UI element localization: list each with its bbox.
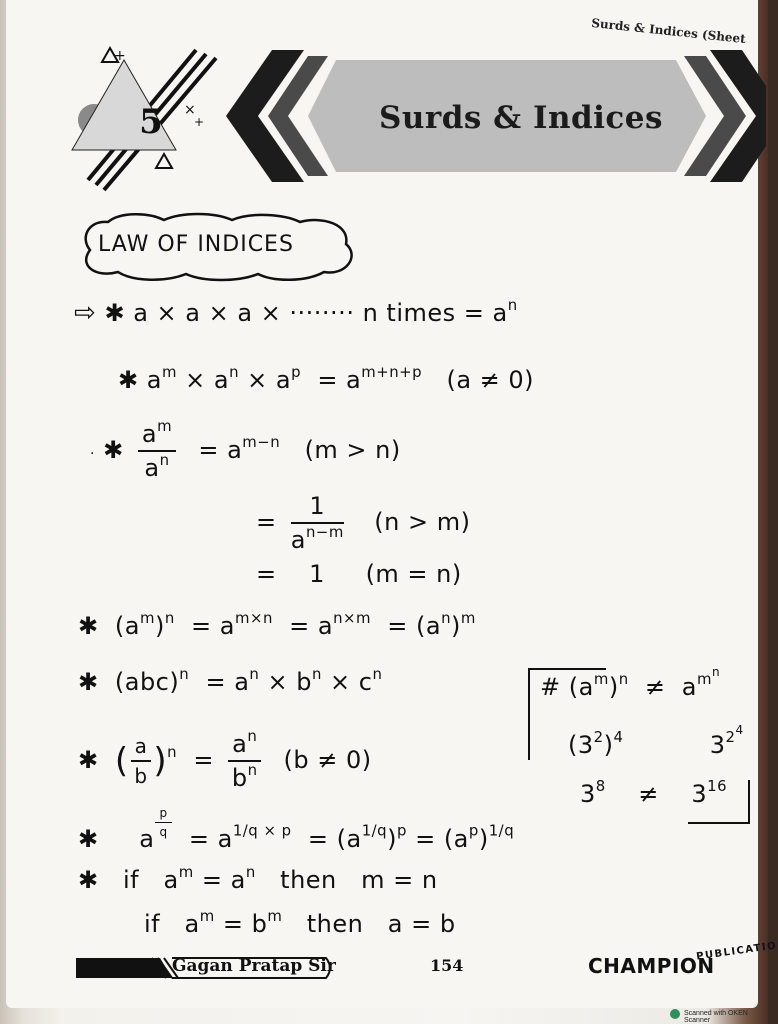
note-2-lhs: (3 xyxy=(568,731,594,760)
law-line-11 xyxy=(144,906,456,938)
law-2-term-2: × a xyxy=(185,366,230,394)
law-1-sup: n xyxy=(507,295,518,314)
law-2-exp-n: n xyxy=(229,362,239,381)
law-7-rhs-a: = a xyxy=(205,668,250,696)
law-8-exp: n xyxy=(167,742,178,761)
law-6-exp-n: n xyxy=(164,608,175,627)
note-2-exp-4: 4 xyxy=(613,728,624,747)
law-11-rhs-exp: m xyxy=(267,906,283,925)
note-3-lhs: 3 xyxy=(580,780,596,808)
note-1-rhs-exp: m xyxy=(697,670,712,689)
law-3-num: a xyxy=(141,420,158,448)
side-note-row-2 xyxy=(568,723,744,760)
plus-icon: + xyxy=(114,48,126,64)
small-triangle-icon xyxy=(156,154,172,168)
law-10-lhs: a xyxy=(163,866,179,894)
chapter-banner xyxy=(66,40,766,200)
law-7-exp-a: n xyxy=(249,664,260,683)
law-7-exp-c: n xyxy=(372,664,383,683)
law-4-den: a xyxy=(290,526,306,554)
note-3-rhs-exp: 16 xyxy=(707,776,728,795)
side-note-right-rule xyxy=(748,780,750,824)
scanner-logo-icon xyxy=(670,1009,680,1019)
law-8-rhs-den: b xyxy=(231,764,248,792)
law-3-rhs: = a xyxy=(198,436,243,464)
law-9-rhs-2: = (a xyxy=(307,824,362,853)
law-6-rhs-2: = a xyxy=(289,612,334,640)
publisher-logo: CHAMPION xyxy=(588,954,715,978)
running-head: Surds & Indices (Sheet xyxy=(590,15,747,47)
law-7-lhs-exp: n xyxy=(179,664,190,683)
note-2-exp-2: 2 xyxy=(593,728,604,747)
note-2-paren: ) xyxy=(603,731,614,760)
law-3-den: a xyxy=(144,454,160,482)
law-9-frac-exp xyxy=(155,806,171,839)
law-8-rhs-fraction xyxy=(228,726,261,792)
plus-icon: + xyxy=(194,115,205,129)
asterisk-icon: ✱ xyxy=(104,299,126,327)
side-note-bottom-rule xyxy=(688,822,750,824)
law-6-lhs: (a xyxy=(114,612,140,640)
note-2-rhs: 3 xyxy=(709,731,726,760)
law-6-rhs-3-exp-n: n xyxy=(441,608,451,627)
chapter-title: Surds & Indices xyxy=(378,100,663,136)
law-9-rhs-3-inner-exp: p xyxy=(468,821,479,840)
law-3-rhs-exp: m−n xyxy=(242,432,281,451)
law-8-den: b xyxy=(134,764,148,788)
law-10-lhs-exp: m xyxy=(178,862,194,881)
law-3-condition: (m > n) xyxy=(304,436,401,464)
page-number: 154 xyxy=(430,956,464,975)
note-3-rhs: 3 xyxy=(691,780,708,808)
law-2-rhs-exp: m+n+p xyxy=(361,362,423,381)
law-11-lhs: a xyxy=(184,910,200,938)
law-11-rhs: = b xyxy=(222,910,268,938)
law-6-paren: ) xyxy=(154,612,165,640)
law-10-rhs: = a xyxy=(201,866,246,894)
law-5-value: 1 xyxy=(309,560,325,588)
law-line-6 xyxy=(78,608,476,640)
law-9-rhs-3-paren: ) xyxy=(478,824,489,853)
cross-icon: × xyxy=(184,102,196,118)
note-1-neq: ≠ xyxy=(644,673,666,702)
law-11-result: a = b xyxy=(387,910,456,938)
law-8-inner-fraction xyxy=(131,734,152,788)
law-4-den-exp: n−m xyxy=(305,522,344,541)
note-1-exp-m: m xyxy=(593,670,609,689)
law-3-num-exp: m xyxy=(157,416,173,435)
chevron-left-icon xyxy=(226,50,304,182)
section-title: LAW OF INDICES xyxy=(98,232,294,257)
law-6-exp-m: m xyxy=(139,608,155,627)
law-4-condition: (n > m) xyxy=(374,508,471,536)
law-8-condition: (b ≠ 0) xyxy=(283,746,372,774)
law-line-9 xyxy=(78,806,514,853)
footer-author: Gagan Pratap Sir xyxy=(172,956,336,976)
law-2-rhs: = a xyxy=(317,366,362,394)
law-10-then: then xyxy=(280,866,337,894)
law-line-2 xyxy=(118,362,535,394)
note-1-lhs: (a xyxy=(568,673,594,702)
law-9-rhs-2-paren: ) xyxy=(387,824,397,853)
law-7-lhs: (abc) xyxy=(114,668,180,696)
law-line-3: · ✱ $\frac{a^m}{a^n}$ = $a^{m-n}$ (m > n) xyxy=(90,416,401,482)
hash-mark: # xyxy=(540,673,561,702)
law-1-text: a × a × a × ········ n times = a xyxy=(133,299,508,327)
asterisk-icon: ✱ xyxy=(78,746,99,774)
law-10-rhs-exp: n xyxy=(245,862,256,881)
law-5-eq: = xyxy=(256,560,277,588)
law-2-condition: (a ≠ 0) xyxy=(446,366,535,394)
law-7-exp-b: n xyxy=(311,664,322,683)
law-7-rhs-b: × b xyxy=(267,668,312,696)
law-2-exp-p: p xyxy=(291,362,302,381)
law-line-7 xyxy=(78,664,383,696)
note-3-exp: 8 xyxy=(595,776,606,795)
law-4-fraction xyxy=(291,492,344,554)
arrow-right-icon: ⇨ xyxy=(74,298,97,328)
law-10-result: m = n xyxy=(361,866,438,894)
asterisk-icon: ✱ xyxy=(78,668,99,696)
chapter-number: 5 xyxy=(139,102,163,142)
side-note-left-rule xyxy=(528,668,530,760)
law-11-then: then xyxy=(306,910,364,938)
publisher-logo-sub: PUBLICATIO xyxy=(695,940,778,963)
asterisk-icon: ✱ xyxy=(103,436,124,464)
law-6-rhs-3: = (a xyxy=(387,612,442,640)
law-7-rhs-c: × c xyxy=(330,668,373,696)
law-6-rhs-3-paren: ) xyxy=(451,612,461,640)
asterisk-icon: ✱ xyxy=(78,866,99,894)
note-3-neq: ≠ xyxy=(638,780,659,808)
book-page xyxy=(6,0,778,1008)
law-8-rhs-num: a xyxy=(232,730,248,758)
law-6-rhs-1-exp: m×n xyxy=(234,608,273,627)
side-note-row-3 xyxy=(580,776,728,808)
law-4-num: 1 xyxy=(291,492,344,524)
note-2-rhs-exp: 2 xyxy=(725,728,736,747)
law-9-exp-p: p xyxy=(155,806,171,823)
law-line-8: ✱ ( $\frac{a}{b}$ )$^n$ = $\frac{a^n}{b^n}$ (b ≠ 0) xyxy=(78,726,372,792)
law-2-exp-m: m xyxy=(161,362,177,381)
law-6-rhs-1: = a xyxy=(191,612,235,640)
asterisk-icon: ✱ xyxy=(118,366,139,394)
law-9-rhs-1-exp: 1/q × p xyxy=(232,821,292,840)
note-1-rhs: a xyxy=(681,673,697,702)
law-9-rhs-2-exp: p xyxy=(396,821,407,840)
law-line-4 xyxy=(256,492,470,554)
law-8-eq: = xyxy=(193,746,214,774)
law-9-rhs-3: = (a xyxy=(415,824,469,853)
law-8-rhs-den-exp: n xyxy=(247,760,258,779)
law-line-10 xyxy=(78,862,438,894)
law-3-fraction xyxy=(138,416,176,482)
asterisk-icon: ✱ xyxy=(78,612,99,640)
law-9-rhs-2-inner-exp: 1/q xyxy=(361,821,388,840)
law-5-condition: (m = n) xyxy=(365,560,462,588)
side-note-row-1 xyxy=(540,665,721,702)
law-6-rhs-3-exp-m: m xyxy=(460,608,476,627)
law-4-eq: = xyxy=(256,508,277,536)
law-3-den-exp: n xyxy=(159,450,170,469)
law-line-1 xyxy=(74,295,518,328)
law-6-rhs-2-exp: n×m xyxy=(333,608,371,627)
law-9-rhs-3-exp: 1/q xyxy=(488,821,515,840)
law-2-base: a xyxy=(146,366,162,394)
law-9-exp-q: q xyxy=(159,825,168,839)
side-note xyxy=(522,664,752,834)
law-9-base: a xyxy=(139,824,155,853)
note-1-rhs-exp-exp: n xyxy=(712,665,721,679)
law-10-if: if xyxy=(123,866,140,894)
note-1-exp-n: n xyxy=(618,670,629,689)
law-11-lhs-exp: m xyxy=(199,906,215,925)
note-1-paren: ) xyxy=(608,673,619,702)
asterisk-icon: ✱ xyxy=(78,824,99,853)
note-2-rhs-exp-exp: 4 xyxy=(735,723,744,737)
scanner-watermark: Scanned with OKEN Scanner xyxy=(684,1010,748,1024)
law-9-rhs-1: = a xyxy=(188,824,233,853)
law-8-num: a xyxy=(131,734,152,762)
law-2-term-3: × a xyxy=(247,366,292,394)
law-11-if: if xyxy=(144,910,161,938)
law-line-5 xyxy=(256,560,462,588)
law-8-rhs-num-exp: n xyxy=(247,726,258,745)
